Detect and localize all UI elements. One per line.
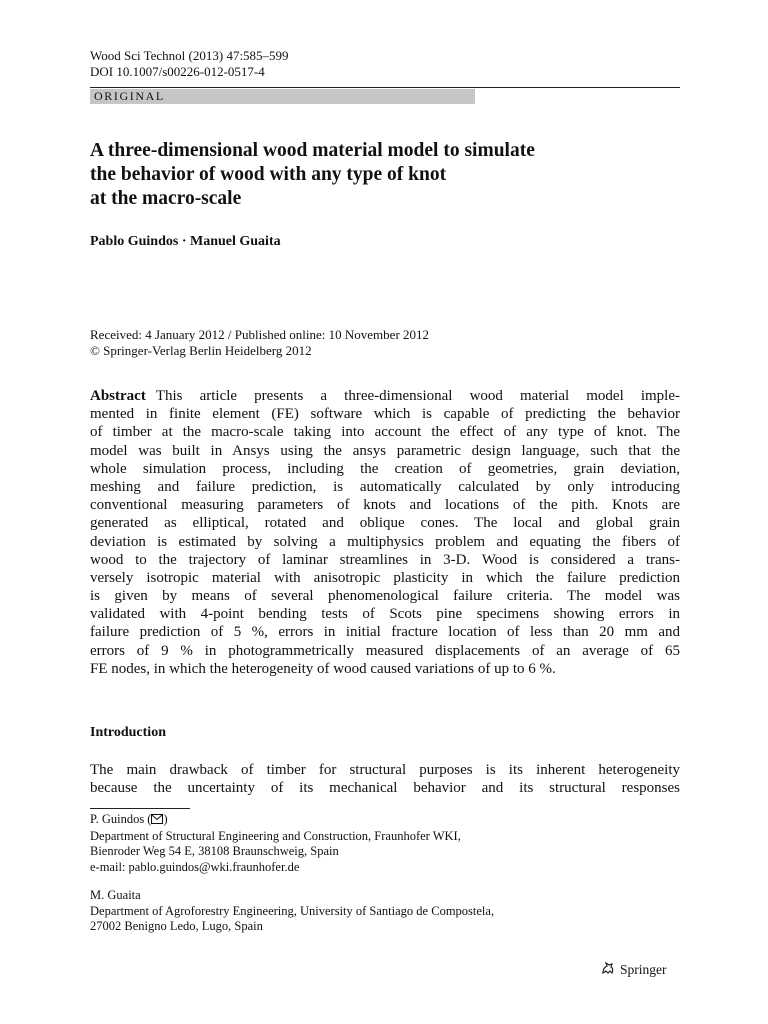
title-line: the behavior of wood with any type of knot [90, 164, 447, 185]
article-title [90, 139, 680, 211]
affiliation-line: Department of Structural Engineering and Construction, Fraunhofer WKI, [90, 828, 461, 843]
author-list: Pablo Guindos · Manuel Guaita [90, 234, 281, 249]
abstract-line: whole simulation process, including the creation of geometries, grain deviation, [90, 460, 680, 477]
abstract-line: errors of 9 % in photogrammetrically measured displacements of an average of 65 [90, 642, 680, 659]
abstract-line: is given by means of several phenomenological failure criteria. The model was [90, 588, 680, 605]
section-heading-introduction: Introduction [90, 725, 166, 740]
title-line: at the macro-scale [90, 188, 242, 209]
affiliation-guindos [90, 812, 461, 875]
envelope-icon[interactable] [151, 813, 163, 829]
abstract-line: mented in finite element (FE) software which is capable of predicting the behavior [90, 406, 680, 423]
affiliation-line: Bienroder Weg 54 E, 38108 Braunschweig, Spain [90, 844, 339, 858]
springer-horse-icon [600, 960, 616, 980]
header-rule [90, 87, 680, 88]
body-line: The main drawback of timber for structural purposes is its inherent heterogeneity [90, 762, 680, 778]
abstract [90, 387, 680, 678]
abstract-line: wood to the trajectory of laminar streamlines in 3-D. Wood is considered a trans- [90, 551, 680, 568]
author-email[interactable]: e-mail: pablo.guindos@wki.fraunhofer.de [90, 859, 300, 874]
abstract-line: of timber at the macro-scale taking into account the effect of any type of knot. The [90, 424, 680, 441]
footnote-rule [90, 808, 190, 809]
journal-citation: Wood Sci Technol (2013) 47:585–599 [90, 48, 289, 63]
publisher-name: Springer [620, 962, 667, 977]
publication-dates [90, 327, 429, 359]
abstract-label: Abstract [90, 388, 146, 404]
affiliation-name: P. Guindos ( ) [90, 812, 461, 829]
abstract-line: model was built in Ansys using the ansys parametric design language, such that the [90, 442, 680, 459]
doi[interactable]: DOI 10.1007/s00226-012-0517-4 [90, 64, 265, 79]
abstract-line: deviation is estimated by solving a multiphysics problem and equating the fibers of [90, 533, 680, 550]
abstract-line: validated with 4-point bending tests of Scots pine specimens showing errors in [90, 606, 680, 623]
affiliation-line: Department of Agroforestry Engineering, University of Santiago de Compostela, [90, 903, 495, 918]
abstract-line: FE nodes, in which the heterogeneity of wood caused variations of up to 6 %. [90, 660, 556, 677]
copyright-notice: © Springer-Verlag Berlin Heidelberg 2012 [90, 343, 312, 358]
abstract-line: failure prediction of 5 %, errors in initial fracture location of less than 20 mm and [90, 624, 680, 641]
affiliation-guaita [90, 888, 494, 935]
article-page [90, 0, 680, 1024]
abstract-line: conventional measuring parameters of knots and locations of the pith. Knots are [90, 497, 680, 514]
title-line: A three-dimensional wood material model to simulate [90, 140, 535, 161]
abstract-line: generated as elliptical, rotated and oblique cones. The local and global grain [90, 515, 680, 532]
abstract-line: Abstract This article presents a three-dimensional wood material model imple- [90, 388, 680, 404]
introduction-text [90, 761, 680, 797]
abstract-line: versely isotropic material with anisotropic plasticity in which the failure prediction [90, 569, 680, 586]
body-line: because the uncertainty of its mechanical behavior and its structural responses [90, 780, 680, 797]
received-date: Received: 4 January 2012 / Published online: 10 November 2012 [90, 327, 430, 342]
publisher-logo [600, 960, 667, 980]
abstract-line: meshing and failure prediction, is automatically calculated by only introducing [90, 478, 680, 495]
affiliation-name: M. Guaita [90, 888, 141, 902]
section-badge: ORIGINAL [90, 89, 475, 104]
affiliation-line: 27002 Benigno Ledo, Lugo, Spain [90, 919, 263, 933]
